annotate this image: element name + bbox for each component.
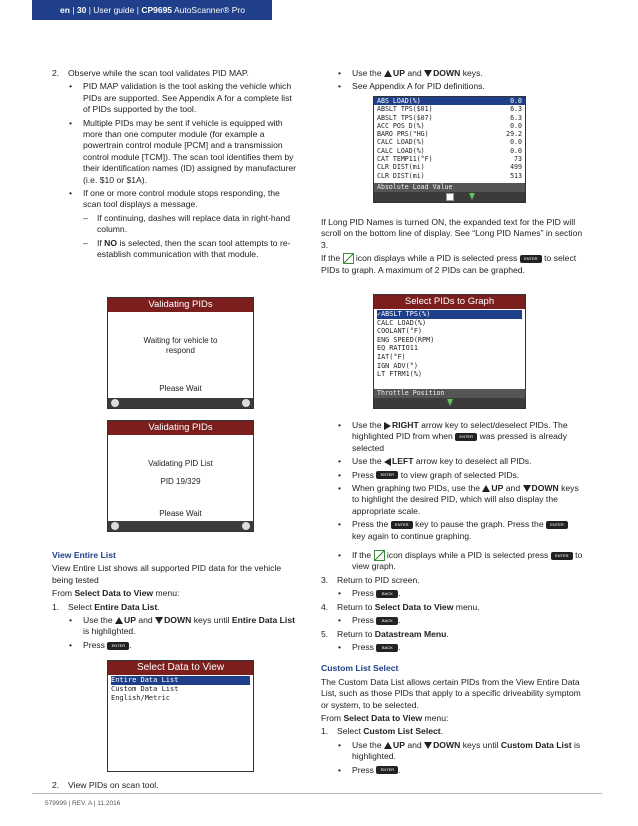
bullet-pid-map: • PID MAP validation is the tool asking the vehicle which PIDs are supported. See Appendix A for a complete list of PIDs supported by the tool. [69, 81, 292, 115]
back-key-icon: BACK [376, 617, 398, 625]
pid-row[interactable]: ACC POS D(%) 0.0 [377, 121, 522, 130]
enter-key-icon: ENTER [551, 552, 573, 560]
view-pids-step: 2. View PIDs on scan tool. [52, 780, 159, 790]
page-footer: 579999 | REV. A | 11.2016 [45, 800, 121, 807]
custom-from-menu: From Select Data to View menu: [321, 712, 449, 723]
graph-pid-list [374, 309, 525, 380]
enter-key-icon: ENTER [455, 433, 477, 441]
dash-no-selected: – If NO is selected, then the scan tool attempts to re-establish communication with that module. [83, 237, 291, 260]
pid-rows [374, 97, 525, 180]
heading-view-entire-list: View Entire List [52, 550, 116, 560]
graph-pid-item[interactable]: IAT(°F) [377, 352, 406, 361]
screen-select-data-to-view [107, 660, 254, 772]
step-2-validate: 2. Observe while the scan tool validates PID MAP. [52, 68, 249, 78]
header-lang: en [60, 5, 70, 15]
down-arrow-icon [447, 399, 453, 406]
screen-message: Validating PID List [148, 459, 213, 468]
pid-row[interactable]: CLR DIST(mi) 499 [377, 163, 522, 172]
view-entire-list-description: View Entire List shows all supported PID data for the vehicle being tested [52, 563, 282, 585]
header-page-number: 30 [76, 5, 87, 15]
screen-validating-pids-2 [107, 420, 254, 532]
down-arrow-icon [424, 742, 432, 749]
custom-list-description: The Custom Data List allows certain PIDs from the View Entire Data List, such as those PIDs that apply to a specific driveability symptom or system, to be selected. [321, 676, 581, 710]
screen-status-line: Absolute Load Value [374, 183, 525, 192]
bullet-press-view-graph: • Press ENTER to view graph of selected PIDs. [338, 469, 520, 480]
left-arrow-icon [384, 458, 391, 466]
bullet-press-enter: • Press ENTER . [69, 639, 132, 650]
softkey-left-icon [111, 522, 119, 530]
pid-row[interactable]: BARO PRS("HG) 29.2 [377, 130, 522, 139]
graph-pid-item[interactable]: ✓ABSLT TPS(%) [377, 310, 522, 319]
dash-continuing: – If continuing, dashes will replace data in right-hand column. [83, 212, 290, 235]
enter-key-icon: ENTER [376, 471, 398, 479]
screen-menu-list [108, 675, 253, 704]
back-key-icon: BACK [376, 590, 398, 598]
bullet-use-up-down: • Use the UP and DOWN keys until Entire Data List is highlighted. [69, 615, 295, 637]
header-section: User guide [93, 5, 135, 15]
pid-row[interactable]: CALC LOAD(%) 0.0 [377, 138, 522, 147]
checkbox-icon [446, 193, 454, 201]
graph-pid-item[interactable]: COOLANT(°F) [377, 327, 423, 336]
heading-custom-list-select: Custom List Select [321, 663, 399, 674]
screen-title: Validating PIDs [108, 421, 253, 435]
screen-title: Select PIDs to Graph [374, 295, 525, 309]
enter-key-icon: ENTER [520, 255, 542, 263]
from-menu-line: From Select Data to View menu: [52, 588, 180, 599]
screen-softkey-bar [108, 398, 253, 408]
up-arrow-icon [384, 742, 392, 749]
up-arrow-icon [384, 70, 392, 77]
softkey-right-icon [242, 522, 250, 530]
pid-row[interactable]: CALC LOAD(%) 0.0 [377, 146, 522, 155]
menu-item-entire-data-list[interactable]: Entire Data List [111, 676, 250, 685]
bullet-left-key: • Use the LEFT arrow key to deselect all PIDs. [338, 456, 532, 467]
menu-item-english-metric[interactable]: English/Metric [111, 694, 171, 702]
header-bar: en | 30 | User guide | CP9695 AutoScanner® Pro [32, 0, 272, 20]
screen-select-pids-to-graph [373, 294, 526, 409]
bullet-press-back: • Press BACK . [338, 641, 401, 652]
left-column [52, 66, 298, 261]
bullet-module-stops: • If one or more control module stops responding, the scan tool displays a message. [69, 188, 280, 210]
pid-row[interactable]: CLR DIST(mi) 513 [377, 171, 522, 180]
pid-row[interactable]: CAT TEMP11(°F) 73 [377, 155, 522, 164]
footer-divider [32, 793, 602, 794]
enter-key-icon: ENTER [391, 521, 413, 529]
down-arrow-icon [424, 70, 432, 77]
bullet-graph-icon: • If the icon displays while a PID is selected press ENTER to view graph. [338, 550, 583, 572]
graph-icon [343, 253, 354, 264]
down-arrow-icon [155, 617, 163, 624]
bullet-right-key: • Use the RIGHT arrow key to select/deselect PIDs. The highlighted PID from when ENTER was pressed is already selected [338, 420, 568, 453]
graph-pid-item[interactable]: ENG SPEED(RPM) [377, 335, 435, 344]
bullet-two-pids: • When graphing two PIDs, use the UP and DOWN keys to highlight the desired PID, which will also display the appropriate scale. [338, 483, 579, 516]
screen-softkey-bar [374, 192, 525, 202]
softkey-right-icon [242, 399, 250, 407]
bullet-multiple-pids: • Multiple PIDs may be sent if vehicle is equipped with more than one computer module (for example a powertrain control module [PCM] and a transmission control module [TCM]). The scan tool identifies them by their identification names (ID) assigned by manufacturer (i.e. $10 or $1A). [69, 117, 297, 185]
graph-pid-item[interactable]: IGN ADV(°) [377, 361, 418, 370]
right-top-bullets [321, 66, 583, 93]
screen-status-line: Throttle Position [374, 389, 525, 398]
down-arrow-icon [469, 193, 475, 200]
enter-key-icon: ENTER [546, 521, 568, 529]
view-entire-list-section [52, 550, 298, 651]
softkey-left-icon [111, 399, 119, 407]
graph-pid-item[interactable]: EQ RATIO11 [377, 344, 418, 353]
bullet-custom-press-enter: • Press ENTER . [338, 764, 401, 775]
graph-instructions [321, 418, 583, 776]
back-key-icon: BACK [376, 644, 398, 652]
screen-please-wait: Please Wait [159, 384, 202, 393]
step-5-return-datastream: 5. Return to Datastream Menu. [321, 628, 449, 639]
right-arrow-icon [384, 422, 391, 430]
page-header [0, 0, 638, 56]
enter-key-icon: ENTER [376, 766, 398, 774]
bullet-see-appendix: • See Appendix A for PID definitions. [338, 81, 485, 92]
bullet-press-back: • Press BACK . [338, 588, 401, 599]
bullet-use-up-down-keys: • Use the UP and DOWN keys. [338, 68, 483, 78]
long-pid-section: If Long PID Names is turned ON, the expanded text for the PID will scroll on the bottom line of display. See “Long PID Names” in section 3. If the icon displays while a PID is selected press ENTER to select PIDs to graph. A maximum of 2 PIDs can be graphed. [321, 217, 583, 275]
step-4-return-menu: 4. Return to Select Data to View menu. [321, 601, 480, 612]
header-model: CP9695 [141, 5, 173, 15]
graph-icon [374, 550, 385, 561]
screen-softkey-bar [374, 398, 525, 408]
screen-message: Waiting for vehicle to respond [143, 336, 218, 355]
header-product: AutoScanner® Pro [173, 5, 245, 15]
down-arrow-icon [523, 485, 531, 492]
enter-key-icon: ENTER [107, 642, 129, 650]
up-arrow-icon [115, 617, 123, 624]
bullet-press-back: • Press BACK . [338, 615, 401, 626]
pid-row[interactable]: ABSLT TPS($07) 6.3 [377, 113, 522, 122]
screen-pid-count: PID 19/329 [160, 477, 201, 486]
step-3-return-pid: 3. Return to PID screen. [321, 574, 420, 585]
pid-row[interactable]: ABSLT TPS($01) 6.3 [377, 105, 522, 114]
graph-pid-item[interactable]: LT FTRM1(%) [377, 370, 423, 379]
screen-title: Validating PIDs [108, 298, 253, 312]
screen-please-wait: Please Wait [159, 509, 202, 518]
custom-step-1: 1. Select Custom List Select. [321, 726, 444, 737]
bullet-pause-graph: • Press the ENTER key to pause the graph. Press the ENTER key again to continue graphing. [338, 519, 583, 542]
menu-item-custom-data-list[interactable]: Custom Data List [111, 685, 179, 693]
graph-pid-item[interactable]: CALC LOAD(%) [377, 318, 427, 327]
up-arrow-icon [482, 485, 490, 492]
screen-validating-pids-1 [107, 297, 254, 409]
screen-title: Select Data to View [108, 661, 253, 675]
pid-row[interactable]: ABS LOAD(%) 0.0 [374, 97, 525, 105]
step-1-select-entire: 1. Select Entire Data List. [52, 601, 160, 612]
bullet-custom-use-keys: • Use the UP and DOWN keys until Custom Data List is highlighted. [338, 739, 581, 762]
screen-softkey-bar [108, 521, 253, 531]
screen-pid-data-list [373, 96, 526, 203]
